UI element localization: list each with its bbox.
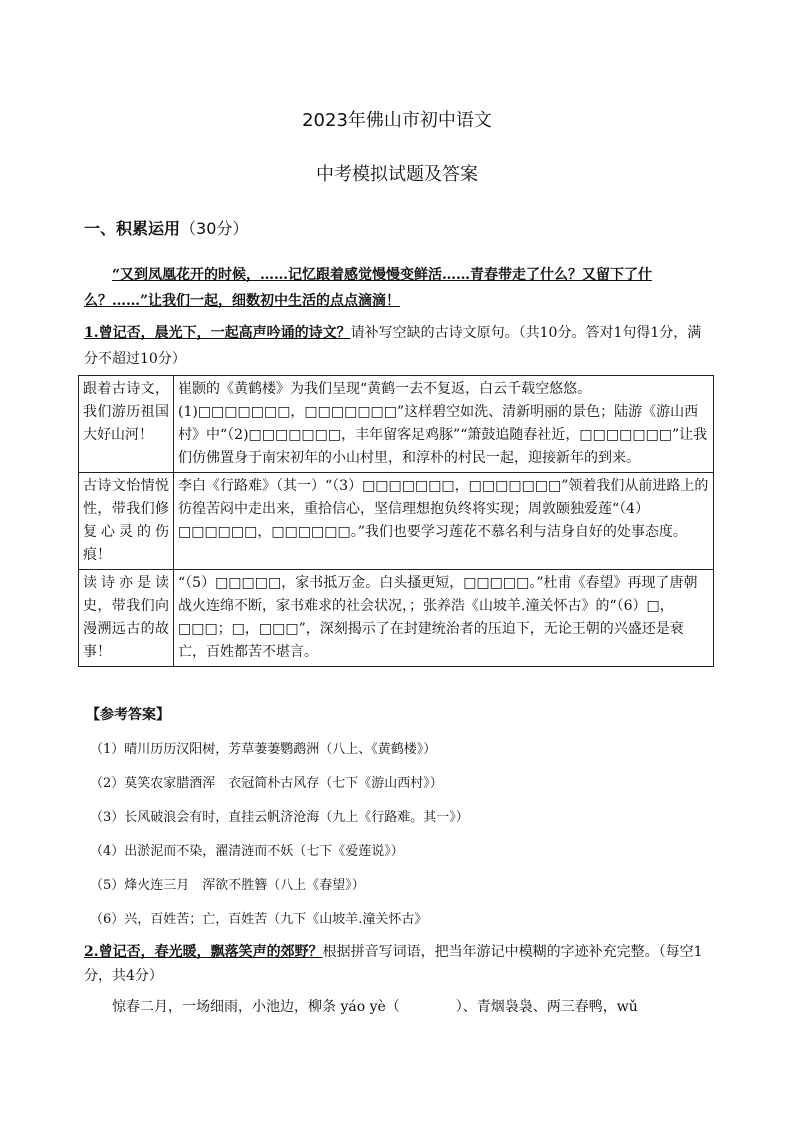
poetry-table [78, 375, 714, 667]
answer-item: （3）长风破浪会有时，直挂云帆济沧海（九上《行路难。其一》） [90, 810, 469, 825]
table-row [79, 473, 714, 570]
question-2-lead: 2.曾记否，春光暖，飘落笑声的郊野？ [84, 944, 323, 960]
table-theme-cell: 古诗文怡情悦性，带我们修复心灵的伤痕！ [79, 473, 174, 570]
section-score: （30分） [180, 219, 249, 238]
answer-item: （2）莫笑农家腊酒浑 衣冠简朴古风存（七下《游山西村》） [90, 776, 443, 791]
table-theme-cell: 跟着古诗文，我们游历祖国大好山河！ [79, 376, 174, 473]
intro-paragraph: “又到凤凰花开的时候，……记忆跟着感觉慢慢变鲜活……青春带走了什么？又留下了什么？……”让我们一起，细数初中生活的点点滴滴！ [84, 267, 653, 309]
answer-item: （6）兴，百姓苦；亡，百姓苦（九下《山坡羊.潼关怀古》 [90, 912, 428, 927]
question-1 [84, 320, 712, 372]
question-1-instructions: 请补写空缺的古诗文原句。（共10分。答对1句得1分，满分不超过10分） [84, 325, 702, 367]
answer-item: （4）出淤泥而不染，濯清涟而不妖（七下《爱莲说》） [90, 844, 404, 859]
question-2 [84, 940, 712, 988]
section-label: 一、积累运用 [84, 219, 181, 238]
question-2-passage: 惊春二月，一场细雨，小池边，柳条 yáo yè（ ）、青烟袅袅、两三春鸭，wǔ [112, 999, 638, 1015]
answer-item: （1）晴川历历汉阳树，芳草萋萋鹦鹉洲（八上、《黄鹤楼》） [90, 742, 437, 757]
table-content-cell: 崔颢的《黄鹤楼》为我们呈现“黄鹤一去不复返，白云千载空悠悠。(1)□□□□□□□，□□□□□□□”这样碧空如洗、清新明丽的景色；陆游《游山西村》中“（2)□□□□□□□，丰年留客足鸡豚”“箫鼓追随春社近，□□□□□□□”让我们仿佛置身于南宋初年的小山村里，和淳朴的村民一起，迎接新年的到来。 [174, 376, 714, 473]
table-content-cell: “（5）□□□□□，家书抵万金。白头搔更短，□□□□□。”杜甫《春望》再现了唐朝战火连绵不断，家书难求的社会状况，；张养浩《山坡羊.潼关怀古》的“（6）□，□□□；□，□□□”，深刻揭示了在封建统治者的压迫下，无论王朝的兴盛还是衰亡，百姓都苦不堪言。 [174, 570, 714, 667]
answer-item: （5）烽火连三月 浑欲不胜簪（八上《春望》） [90, 878, 365, 893]
table-row [79, 376, 714, 473]
table-row [79, 570, 714, 667]
question-2-instructions: 根据拼音写词语，把当年游记中模糊的字迹补充完整。（每空1分，共4分） [84, 944, 703, 984]
table-content-cell: 李白《行路难》（其一）“（3）□□□□□□□，□□□□□□□”领着我们从前进路上的彷徨苦闷中走出来，重拾信心，坚信理想抱负终将实现；周敦颐独爱莲“（4）□□□□□□，□□□□□□。”我们也要学习莲花不慕名利与洁身自好的处事态度。 [174, 473, 714, 570]
table-theme-cell: 读诗亦是读史，带我们向漫溯远古的故事！ [79, 570, 174, 667]
document-title: 2023年佛山市初中语文 [302, 110, 492, 131]
answers-heading: 【参考答案】 [86, 707, 170, 723]
document-subtitle: 中考模拟试题及答案 [316, 164, 478, 185]
question-1-lead: 1.曾记否，晨光下，一起高声吟诵的诗文？ [84, 325, 351, 341]
section-heading [84, 216, 248, 239]
